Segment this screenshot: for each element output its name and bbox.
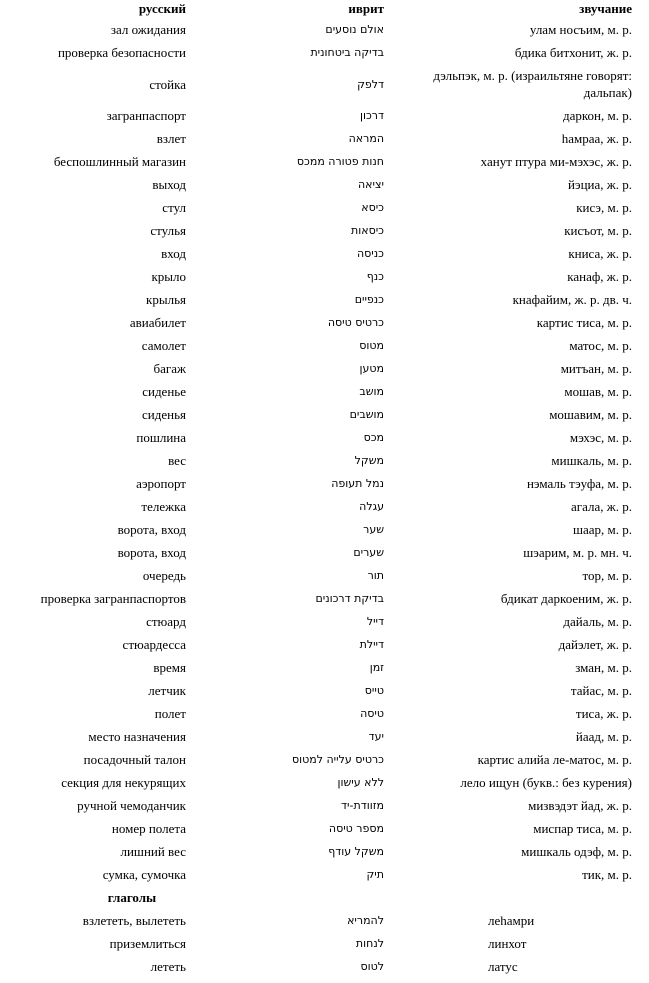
section-header-row — [2, 886, 636, 909]
pronunciation: шаар, м. р. — [572, 522, 632, 537]
russian-word: полет — [154, 706, 186, 721]
pronunciation: бдикат даркоеним, ж. р. — [500, 591, 632, 606]
header-russian: русский — [138, 1, 186, 16]
table-row — [2, 541, 636, 564]
pronunciation: дайэлет, ж. р. — [558, 637, 632, 652]
hebrew-word: טיסה — [360, 707, 384, 720]
russian-word: очередь — [142, 568, 186, 583]
russian-word: крылья — [146, 292, 186, 307]
table-row — [2, 633, 636, 656]
hebrew-word: המראה — [348, 132, 384, 145]
table-row — [2, 104, 636, 127]
hebrew-word: נמל תעופה — [331, 477, 384, 490]
pronunciation: латус — [488, 959, 518, 974]
pronunciation: тиса, ж. р. — [575, 706, 632, 721]
table-row — [2, 840, 636, 863]
table-row — [2, 564, 636, 587]
table-row — [2, 748, 636, 771]
russian-word: беспошлинный магазин — [53, 154, 186, 169]
hebrew-word: יעד — [368, 730, 384, 743]
table-row — [2, 64, 636, 104]
russian-word: самолет — [141, 338, 186, 353]
table-row — [2, 18, 636, 41]
pronunciation: линхот — [488, 936, 527, 951]
hebrew-word: דלפק — [357, 77, 384, 91]
russian-word: летчик — [148, 683, 186, 698]
vocabulary-table — [2, 0, 636, 978]
hebrew-word: כיסאות — [351, 224, 384, 237]
table-row — [2, 518, 636, 541]
header-pronunciation: звучание — [579, 1, 632, 16]
hebrew-word: שער — [363, 523, 384, 536]
pronunciation: митъан, м. р. — [560, 361, 632, 376]
hebrew-word: מטוס — [359, 339, 384, 352]
russian-word: ручной чемоданчик — [77, 798, 186, 813]
pronunciation: кнафайим, ж. р. дв. ч. — [512, 292, 632, 307]
hebrew-word: מטען — [359, 362, 384, 375]
table-row — [2, 196, 636, 219]
hebrew-word: תיק — [366, 868, 384, 881]
pronunciation: тор, м. р. — [582, 568, 632, 583]
russian-word: проверка загранпаспортов — [40, 591, 186, 606]
hebrew-word: מושבים — [349, 408, 384, 421]
hebrew-word: דייל — [366, 615, 384, 628]
russian-word: время — [153, 660, 186, 675]
pronunciation: агала, ж. р. — [571, 499, 632, 514]
russian-word: секция для некурящих — [61, 775, 186, 790]
hebrew-word: טייס — [364, 684, 384, 697]
pronunciation: нэмаль тэуфа, м. р. — [526, 476, 632, 491]
hebrew-word: זמן — [369, 661, 384, 674]
russian-word: зал ожидания — [110, 22, 186, 37]
table-row — [2, 794, 636, 817]
russian-word: авиабилет — [129, 315, 186, 330]
hebrew-word: מושב — [359, 385, 384, 398]
hebrew-word: לטוס — [360, 960, 384, 973]
pronunciation: мишкаль, м. р. — [551, 453, 632, 468]
verb-row — [2, 932, 636, 955]
russian-word: тележка — [141, 499, 186, 514]
pronunciation: канаф, ж. р. — [567, 269, 632, 284]
hebrew-word: דיילת — [359, 638, 384, 651]
hebrew-word: כנפיים — [354, 293, 384, 306]
pronunciation: лело ищун (букв.: без курения) — [460, 775, 632, 790]
pronunciation: hамраа, ж. р. — [561, 131, 632, 146]
russian-word: взлететь, вылететь — [82, 913, 186, 928]
hebrew-word: להמריא — [347, 914, 384, 927]
table-row — [2, 725, 636, 748]
hebrew-word: ללא עישון — [337, 776, 384, 789]
hebrew-word: מספר טיסה — [328, 822, 384, 835]
header-hebrew: иврит — [348, 1, 384, 16]
section-title-verbs: глаголы — [107, 890, 157, 905]
russian-word: ворота, вход — [117, 545, 186, 560]
table-row — [2, 495, 636, 518]
table-row — [2, 380, 636, 403]
table-row — [2, 702, 636, 725]
table-row — [2, 357, 636, 380]
hebrew-word: שערים — [353, 546, 384, 559]
hebrew-word: משקל — [354, 454, 384, 467]
table-row — [2, 472, 636, 495]
pronunciation: мишкаль одэф, м. р. — [521, 844, 632, 859]
pronunciation: дайаль, м. р. — [563, 614, 632, 629]
table-row — [2, 403, 636, 426]
table-row — [2, 242, 636, 265]
russian-word: выход — [152, 177, 186, 192]
pronunciation: йэциа, ж. р. — [568, 177, 632, 192]
pronunciation: мошав, м. р. — [564, 384, 632, 399]
table-row — [2, 587, 636, 610]
hebrew-word: יציאה — [358, 178, 384, 191]
pronunciation: мизвэдэт йад, ж. р. — [528, 798, 632, 813]
russian-word: место назначения — [88, 729, 186, 744]
table-row — [2, 41, 636, 64]
hebrew-word: בדיקה ביטחונית — [310, 46, 384, 59]
table-row — [2, 334, 636, 357]
russian-word: посадочный талон — [83, 752, 186, 767]
table-row — [2, 150, 636, 173]
pronunciation: зман, м. р. — [575, 660, 632, 675]
hebrew-word: כניסה — [356, 247, 384, 260]
russian-word: загранпаспорт — [106, 108, 186, 123]
pronunciation: дэльпэк, м. р. (израильтяне говорят: дальпак) — [433, 68, 632, 100]
table-row — [2, 679, 636, 702]
pronunciation: тик, м. р. — [582, 867, 632, 882]
russian-word: лететь — [150, 959, 186, 974]
table-row — [2, 265, 636, 288]
russian-word: аэропорт — [136, 476, 186, 491]
table-row — [2, 173, 636, 196]
table-row — [2, 311, 636, 334]
hebrew-word: משקל עודף — [328, 845, 384, 858]
hebrew-word: כיסא — [361, 201, 384, 214]
russian-word: сиденья — [142, 407, 186, 422]
pronunciation: улам носъим, м. р. — [529, 22, 632, 37]
pronunciation: мошавим, м. р. — [549, 407, 632, 422]
russian-word: взлет — [156, 131, 186, 146]
russian-word: крыло — [151, 269, 186, 284]
header-row — [2, 0, 636, 18]
verb-row — [2, 909, 636, 932]
hebrew-word: דרכון — [359, 109, 384, 122]
russian-word: пошлина — [136, 430, 186, 445]
hebrew-word: כנף — [366, 270, 384, 283]
table-row — [2, 610, 636, 633]
pronunciation: картис тиса, м. р. — [536, 315, 632, 330]
hebrew-word: חנות פטורה ממכס — [296, 155, 384, 168]
verbs-section — [2, 886, 636, 909]
hebrew-word: מכס — [363, 431, 384, 444]
hebrew-word: כרטיס טיסה — [327, 316, 384, 329]
table-row — [2, 449, 636, 472]
vocabulary-rows — [2, 18, 636, 886]
pronunciation: кисъот, м. р. — [564, 223, 632, 238]
russian-word: стойка — [149, 76, 186, 92]
pronunciation: миспар тиса, м. р. — [533, 821, 632, 836]
pronunciation: матос, м. р. — [569, 338, 632, 353]
russian-word: сумка, сумочка — [102, 867, 186, 882]
russian-word: стюардесса — [122, 637, 186, 652]
table-row — [2, 863, 636, 886]
hebrew-word: אולם נוסעים — [325, 23, 384, 36]
russian-word: стул — [162, 200, 186, 215]
pronunciation: книса, ж. р. — [568, 246, 632, 261]
pronunciation: шэарим, м. р. мн. ч. — [523, 545, 632, 560]
table-row — [2, 656, 636, 679]
pronunciation: ханут птура ми-мэхэс, ж. р. — [480, 154, 632, 169]
russian-word: багаж — [153, 361, 186, 376]
hebrew-word: עגלה — [359, 500, 384, 513]
table-row — [2, 127, 636, 150]
russian-word: проверка безопасности — [57, 45, 186, 60]
verb-rows — [2, 909, 636, 978]
pronunciation: мэхэс, м. р. — [569, 430, 632, 445]
russian-word: номер полета — [111, 821, 186, 836]
russian-word: вес — [168, 453, 186, 468]
pronunciation: тайас, м. р. — [570, 683, 632, 698]
table-row — [2, 288, 636, 311]
hebrew-word: בדיקת דרכונים — [315, 592, 384, 605]
russian-word: стюард — [146, 614, 186, 629]
table-row — [2, 426, 636, 449]
pronunciation: бдика битхонит, ж. р. — [514, 45, 632, 60]
table-row — [2, 771, 636, 794]
russian-word: лишний вес — [120, 844, 186, 859]
russian-word: вход — [161, 246, 186, 261]
hebrew-word: תור — [367, 569, 384, 582]
russian-word: ворота, вход — [117, 522, 186, 537]
pronunciation: картис алийа ле-матос, м. р. — [477, 752, 632, 767]
hebrew-word: מזוודת-יד — [341, 799, 384, 812]
russian-word: приземлиться — [109, 936, 186, 951]
hebrew-word: כרטיס עלייה למטוס — [292, 753, 384, 766]
pronunciation: леhамри — [488, 913, 535, 928]
table-row — [2, 219, 636, 242]
table-row — [2, 817, 636, 840]
pronunciation: кисэ, м. р. — [576, 200, 632, 215]
verb-row — [2, 955, 636, 978]
hebrew-word: לנחות — [355, 937, 384, 950]
pronunciation: даркон, м. р. — [563, 108, 632, 123]
russian-word: стулья — [150, 223, 186, 238]
russian-word: сиденье — [142, 384, 186, 399]
pronunciation: йаад, м. р. — [575, 729, 632, 744]
